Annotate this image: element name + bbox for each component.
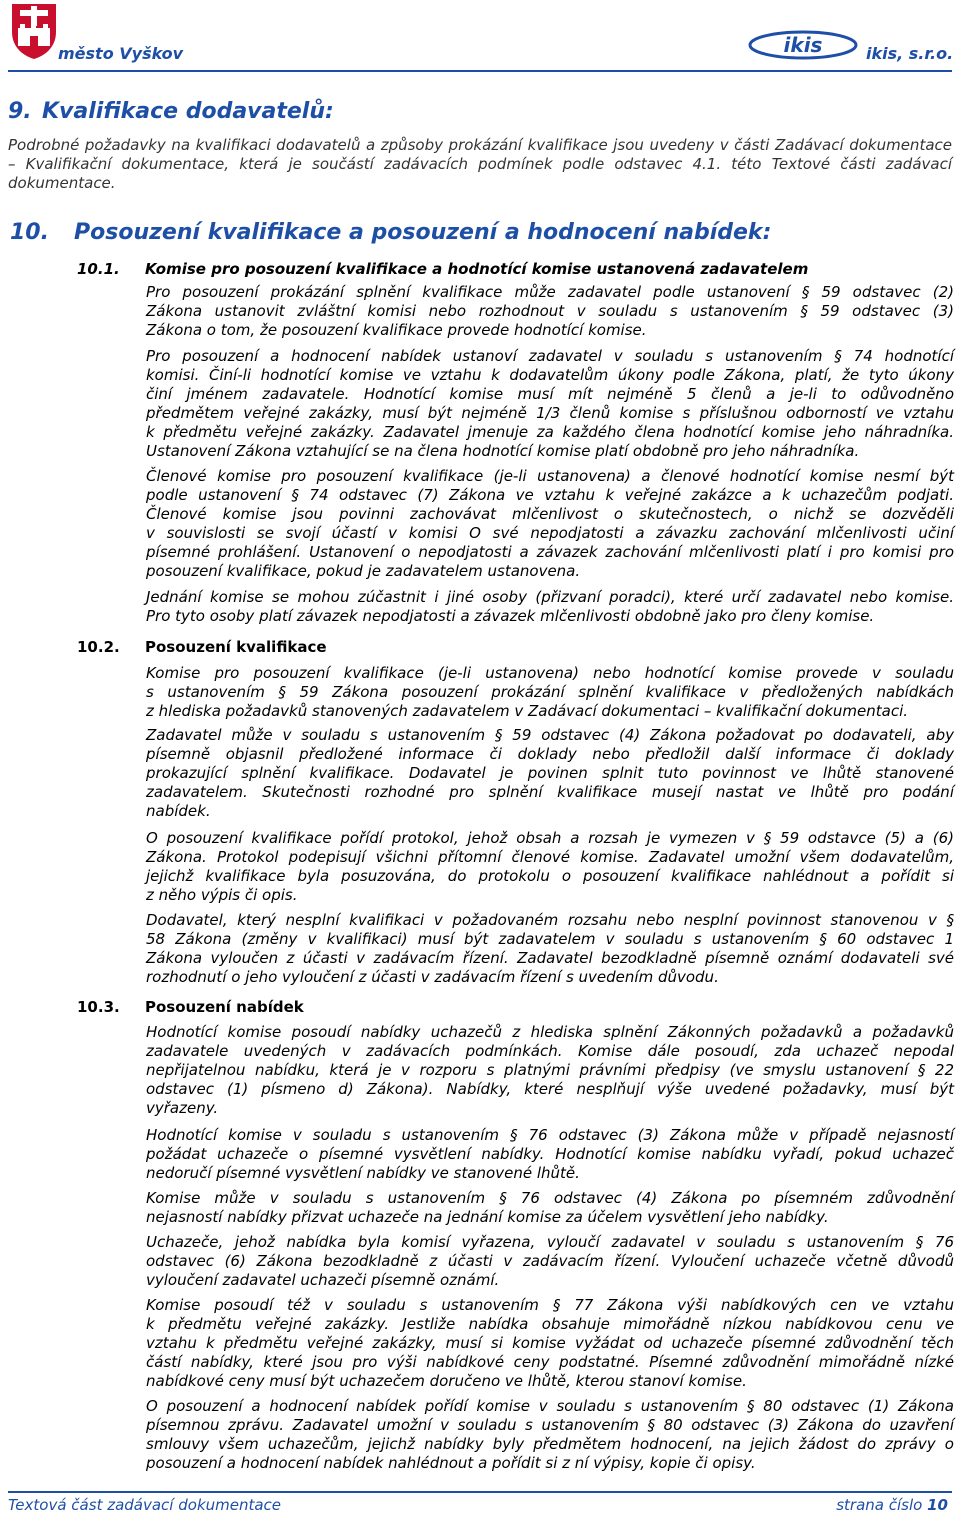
page-header [0,0,960,72]
text-line: Ustanovení Zákona vztahující se na člena hodnotící komise platí obdobně pro jeho náhradníka. [146,442,860,461]
paragraph-p7 [146,829,954,905]
text-line: Zákona vyloučen z účasti v zadávacím řízení. Zadavatel bezodkladně písemně oznámí dodavateli své [146,949,954,968]
subheading-10-1 [77,260,808,278]
text-line: komisi. Činí-li hodnotící komise ve vztahu k dodavatelům úkony podle Zákona, platí, že tyto úkony [146,366,954,385]
paragraph-p12 [146,1233,954,1290]
paragraph-p4 [146,588,954,626]
text-line: O posouzení kvalifikace pořídí protokol, jehož obsah a rozsah je vymezen v § 59 odstavce (5) a (6) [146,829,954,847]
paragraph-p2 [146,347,954,462]
text-line: smlouvy všem uchazečům, jejichž nabídky byly předmětem hodnocení, na jejich žádost do zprávy o [146,1435,954,1454]
paragraph-p3 [146,467,954,582]
paragraph-p11 [146,1189,954,1227]
text-line: vyřazeny. [146,1099,219,1118]
text-line: k předmětu veřejné zakázky. Zadavatel jmenuje za každého člena hodnotící komise jeho náhradníka. [146,423,954,442]
text-line: Pro posouzení prokázání splnění kvalifikace může zadavatel podle ustanovení § 59 odstavec (2) [146,283,954,301]
intro-paragraph [8,136,952,212]
text-line: Zákona o tom, že posouzení kvalifikace provede hodnotící komise. [146,321,647,340]
text-line: rozhodnutí o jeho vyloučení z účasti v zadávacím řízení s uvedením důvodu. [146,968,719,987]
text-line: vyloučení zadavatel uchazeči písemně oznámí. [146,1271,500,1290]
subsection-number: 10.1. [77,260,120,278]
subsection-number: 10.2. [77,638,120,656]
company-name: ikis, s.r.o. [866,44,954,63]
paragraph-p8 [146,911,954,987]
subheading-10-2 [77,638,327,656]
intro-line: Textové části zadávací dokumentace. [8,155,952,192]
text-line: s ustanovením § 59 Zákona posouzení prokázání splnění kvalifikace v předložených nabídkách [146,683,954,702]
heading-section-9 [8,99,334,124]
section-number: 10. [10,220,49,245]
text-line: odstavec (1) písmeno d) Zákona). Nabídky, které nesplňují výše uvedené požadavky, musí být [146,1080,954,1099]
text-line: Zadavatel může v souladu s ustanovením § 59 odstavec (4) Zákona požadovat po dodavateli, aby [146,726,954,744]
text-line: písemně objasnil předložené informace či doklady nebo předložil další informace či doklady [146,745,954,764]
text-line: Hodnotící komise v souladu s ustanovením § 76 odstavec (3) Zákona může v případě nejasností [146,1126,954,1144]
text-line: nepřijatelnou nabídku, která je v rozporu s platnými právními předpisy (ve smyslu ustanovení § 22 [146,1061,954,1080]
text-line: jejichž kvalifikace byla posuzována, do protokolu o posouzení kvalifikace nahlédnout a pořídit si [146,867,954,886]
text-line: zadavatelem. Skutečnosti rozhodné pro splnění kvalifikace musejí nastat ve lhůtě pro podání [146,783,954,802]
town-name: město Vyškov [58,44,184,63]
text-line: O posouzení a hodnocení nabídek pořídí komise v souladu s ustanovením § 80 odstavec (1) Zákona [146,1397,954,1415]
text-line: podle ustanovení § 74 odstavec (7) Zákona ve vztahu k veřejné zakázce a k uchazečům podjati. [146,486,954,505]
text-line: vztahu k předmětu veřejné zakázky, musí si komise vyžádat od uchazeče písemné zdůvodnění těch [146,1334,954,1353]
text-line: částí nabídky, které jsou pro výši nabídkové ceny podstatné. Písemné zdůvodnění mimořádně nízké [146,1353,954,1372]
section-title: Posouzení kvalifikace a posouzení a hodnocení nabídek: [74,220,772,245]
text-line: posouzení kvalifikace, pokud je zadavatelem ustanovena. [146,562,581,581]
text-line: písemnou zprávu. Zadavatel umožní v souladu s ustanovením § 80 odstavec (3) Zákona do uzavření [146,1416,954,1435]
text-line: prokazující splnění kvalifikace. Dodavatel je povinen splnit tuto povinnost ve lhůtě stanovené [146,764,954,783]
town-crest-logo [10,2,58,60]
text-line: posouzení a hodnocení nabídek nahlédnout a pořídit si z ní výpisy, kopie či opisy. [146,1454,756,1473]
subsection-title: Posouzení kvalifikace [145,638,327,656]
text-line: Komise může v souladu s ustanovením § 76 odstavec (4) Zákona po písemném zdůvodnění [146,1189,954,1207]
footer-page-number [836,1496,948,1514]
text-line: požádat uchazeče o písemné vysvětlení nabídky. Hodnotící komise nabídku vyřadí, pokud uchazeč [146,1145,954,1164]
paragraph-p9 [146,1023,954,1118]
text-line: Zákona. Protokol podepisují všichni přítomní členové komise. Zadavatel umožní všem dodavatelům, [146,848,954,867]
ikis-logo-text: ikis [783,33,823,57]
paragraph-p1 [146,283,954,340]
text-line: z hlediska požadavků stanovených zadavatelem v Zadávací dokumentaci – kvalifikační dokumentaci. [146,702,909,721]
text-line: Pro posouzení a hodnocení nabídek ustanoví zadavatel v souladu s ustanovením § 74 hodnotící [146,347,954,365]
subsection-number: 10.3. [77,998,120,1016]
paragraph-p13 [146,1296,954,1391]
text-line: Pro tyto osoby platí závazek nepodjatosti a závazek mlčenlivosti obdobně jako pro členy komise. [146,607,875,626]
text-line: písemné prohlášení. Ustanovení o nepodjatosti a závazek zachování mlčenlivosti platí i pro komisi pro [146,543,954,562]
text-line: nedoručí písemné vysvětlení nabídky ve stanovené lhůtě. [146,1164,580,1183]
text-line: Komise pro posouzení kvalifikace (je-li ustanovena) nebo hodnotící komise provede v souladu [146,664,954,682]
footer-divider [8,1491,952,1493]
subsection-title: Komise pro posouzení kvalifikace a hodnotící komise ustanovená zadavatelem [145,260,809,278]
paragraph-p14 [146,1397,954,1473]
intro-line: dokumentace – Kvalifikační dokumentace, která je součástí zadávacích podmínek podle odstavec 4.1. této [8,136,952,173]
text-line: Zákona ustanovit zvláštní komisi nebo rozhodnout v souladu s ustanovením § 59 odstavec (3) [146,302,954,321]
text-line: činí jménem zadavatele. Hodnotící komise musí mít nejméně 5 členů a je-li to odůvodněno [146,385,954,404]
text-line: nabídkové ceny musí být uchazečem doručeno ve lhůtě, kterou stanoví komise. [146,1372,747,1391]
text-line: Dodavatel, který nesplní kvalifikaci v požadovaném rozsahu nebo nesplní povinnost stanovenou v § [146,911,954,929]
text-line: Členové komise jsou povinni zachovávat mlčenlivost o skutečnostech, o nichž se dozvěděli [146,505,954,524]
paragraph-p6 [146,726,954,821]
paragraph-p5 [146,664,954,721]
text-line: nabídek. [146,802,211,821]
text-line: k předmětu veřejné zakázky. Jestliže nabídka obsahuje mimořádně nízkou nabídkovou cenu ve [146,1315,954,1334]
page-number: 10 [927,1496,948,1514]
text-line: Hodnotící komise posoudí nabídky uchazečů z hlediska splnění Zákonných požadavků a požadavků [146,1023,954,1041]
section-title: Kvalifikace dodavatelů: [42,99,334,124]
text-line: Členové komise pro posouzení kvalifikace (je-li ustanovena) a členové hodnotící komise nesmí být [146,467,954,485]
intro-line: Podrobné požadavky na kvalifikaci dodavatelů a způsoby prokázání kvalifikace jsou uvedeny v části Zadávací [8,136,844,154]
text-line: zadavatele uvedených v zadávacích podmínkách. Komise dále posoudí, zda uchazeč nepodal [146,1042,954,1061]
footer-document-title: Textová část zadávací dokumentace [8,1496,282,1514]
subsection-title: Posouzení nabídek [145,998,304,1016]
section-number: 9. [8,99,32,124]
ikis-logo [748,30,858,60]
text-line: Komise posoudí též v souladu s ustanovením § 77 Zákona výši nabídkových cen ve vztahu [146,1296,954,1314]
text-line: Uchazeče, jehož nabídka byla komisí vyřazena, vyloučí zadavatel v souladu s ustanovením § 76 [146,1233,954,1251]
text-line: předmětem veřejné zakázky, musí být nejméně 1/3 členů komise s příslušnou odborností ve vztahu [146,404,954,423]
text-line: 58 Zákona (změny v kvalifikaci) musí být zadavatelem v souladu s ustanovením § 60 odstavec 1 [146,930,954,949]
text-line: z něho výpis či opis. [146,886,298,905]
heading-section-10 [10,220,771,245]
text-line: nejasností nabídky přizvat uchazeče na jednání komise za účelem vysvětlení jeho nabídky. [146,1208,829,1227]
header-divider [8,70,952,72]
text-line: v souvislosti se svojí účastí v komisi O své nepodjatosti a závazku zachování mlčenlivosti učiní [146,524,954,543]
text-line: odstavec (6) Zákona bezodkladně z účasti v zadávacím řízení. Vyloučení uchazeče včetně důvodů [146,1252,954,1271]
text-line: Jednání komise se mohou zúčastnit i jiné osoby (přizvaní poradci), které určí zadavatel nebo komise. [146,588,954,606]
page-label: strana číslo [836,1496,923,1514]
paragraph-p10 [146,1126,954,1183]
subheading-10-3 [77,998,304,1016]
